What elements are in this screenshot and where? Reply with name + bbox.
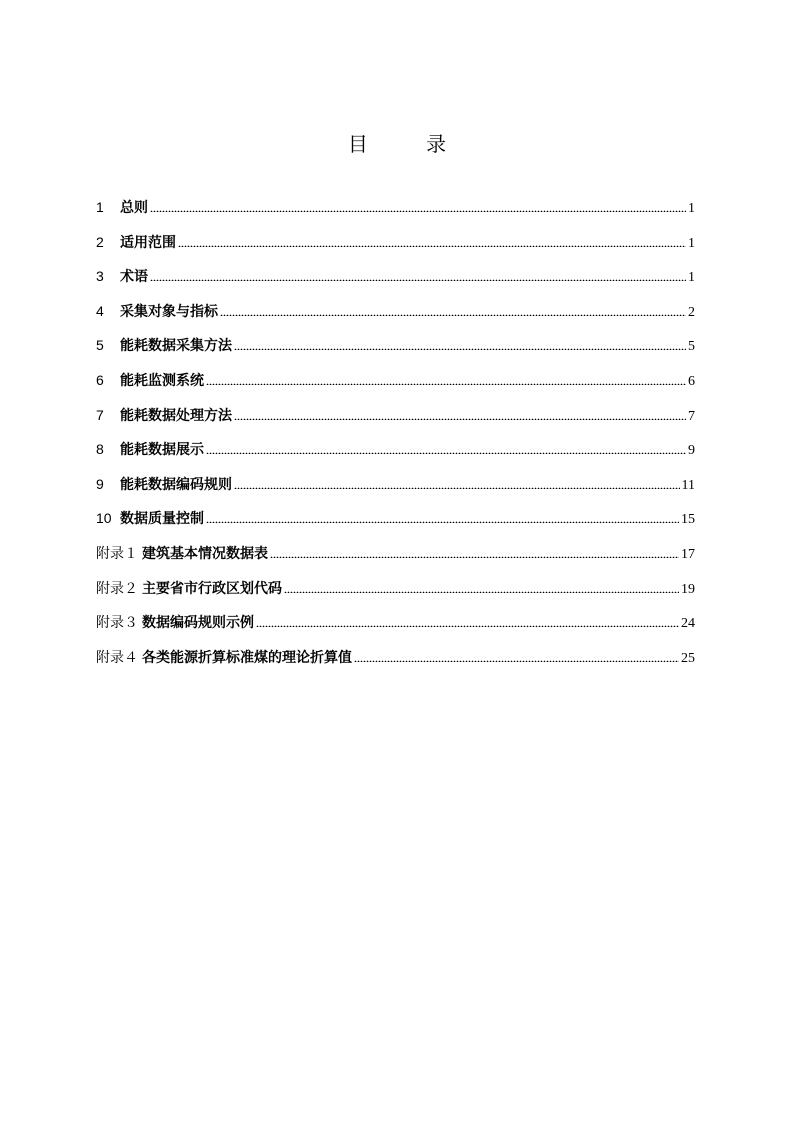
toc-entry-page: 9 xyxy=(688,443,695,459)
toc-entry[interactable] xyxy=(96,474,695,509)
toc-entry-label: 能耗数据处理方法 xyxy=(120,407,232,424)
toc-entry[interactable] xyxy=(96,647,695,682)
toc-entry-number: 6 xyxy=(96,371,104,388)
toc-entry[interactable] xyxy=(96,335,695,370)
dot-leader xyxy=(150,202,686,212)
toc-entry-number: 2 xyxy=(96,233,104,250)
toc-entry-label: 主要省市行政区划代码 xyxy=(142,580,282,597)
table-of-contents xyxy=(96,197,695,681)
toc-entry-number: 10 xyxy=(96,510,112,527)
toc-entry-number: 附录４ xyxy=(96,648,138,665)
toc-entry[interactable] xyxy=(96,508,695,543)
toc-entry[interactable] xyxy=(96,612,695,647)
toc-entry-number: 附录２ xyxy=(96,579,138,596)
dot-leader xyxy=(234,479,680,489)
toc-entry-number: 4 xyxy=(96,302,104,319)
toc-entry-label: 数据质量控制 xyxy=(120,511,204,528)
toc-entry-page: 7 xyxy=(688,408,695,424)
page-title: 目 录 xyxy=(347,132,473,156)
toc-entry-label: 能耗监测系统 xyxy=(120,372,204,389)
dot-leader xyxy=(234,340,686,350)
toc-entry-page: 1 xyxy=(688,235,695,251)
toc-entry-number: 7 xyxy=(96,406,104,423)
toc-entry-page: 17 xyxy=(681,546,695,562)
toc-entry-number: 附录１ xyxy=(96,544,138,561)
toc-entry-page: 15 xyxy=(681,512,695,528)
toc-entry[interactable] xyxy=(96,301,695,336)
toc-entry-label: 能耗数据采集方法 xyxy=(120,338,232,355)
toc-entry-page: 5 xyxy=(688,339,695,355)
toc-entry-number: 9 xyxy=(96,475,104,492)
toc-entry-page: 2 xyxy=(688,304,695,320)
toc-entry[interactable] xyxy=(96,266,695,301)
toc-entry-page: 1 xyxy=(688,201,695,216)
dot-leader xyxy=(206,375,686,385)
toc-entry[interactable] xyxy=(96,405,695,440)
toc-entry[interactable] xyxy=(96,370,695,405)
toc-entry-label: 术语 xyxy=(120,269,148,286)
dot-leader xyxy=(234,410,686,420)
dot-leader xyxy=(354,652,679,662)
toc-entry-page: 25 xyxy=(681,650,695,666)
toc-entry[interactable] xyxy=(96,578,695,613)
dot-leader xyxy=(206,513,679,523)
toc-entry-label: 能耗数据编码规则 xyxy=(120,476,232,493)
dot-leader xyxy=(178,237,686,247)
toc-entry[interactable] xyxy=(96,232,695,267)
toc-entry-number: 5 xyxy=(96,337,104,354)
toc-entry-label: 总则 xyxy=(120,200,148,216)
dot-leader xyxy=(256,617,679,627)
toc-entry[interactable] xyxy=(96,439,695,474)
toc-entry-page: 19 xyxy=(681,581,695,597)
dot-leader xyxy=(284,583,679,593)
dot-leader xyxy=(206,444,686,454)
toc-entry-number: 附录３ xyxy=(96,614,138,631)
toc-entry-number: 3 xyxy=(96,268,104,285)
toc-entry-page: 11 xyxy=(681,477,695,493)
toc-entry[interactable] xyxy=(96,197,695,232)
dot-leader xyxy=(220,306,686,316)
toc-entry-page: 6 xyxy=(688,373,695,389)
toc-entry[interactable] xyxy=(96,543,695,578)
toc-entry-page: 24 xyxy=(681,616,695,632)
toc-entry-label: 采集对象与指标 xyxy=(120,303,218,320)
toc-entry-number: 8 xyxy=(96,441,104,458)
toc-entry-page: 1 xyxy=(688,270,695,286)
dot-leader xyxy=(270,548,679,558)
toc-entry-number: 1 xyxy=(96,199,104,215)
toc-entry-label: 建筑基本情况数据表 xyxy=(142,545,268,562)
toc-entry-label: 能耗数据展示 xyxy=(120,442,204,459)
dot-leader xyxy=(150,271,686,281)
toc-entry-label: 各类能源折算标准煤的理论折算值 xyxy=(142,649,352,666)
toc-entry-label: 数据编码规则示例 xyxy=(142,615,254,632)
toc-entry-label: 适用范围 xyxy=(120,234,176,251)
